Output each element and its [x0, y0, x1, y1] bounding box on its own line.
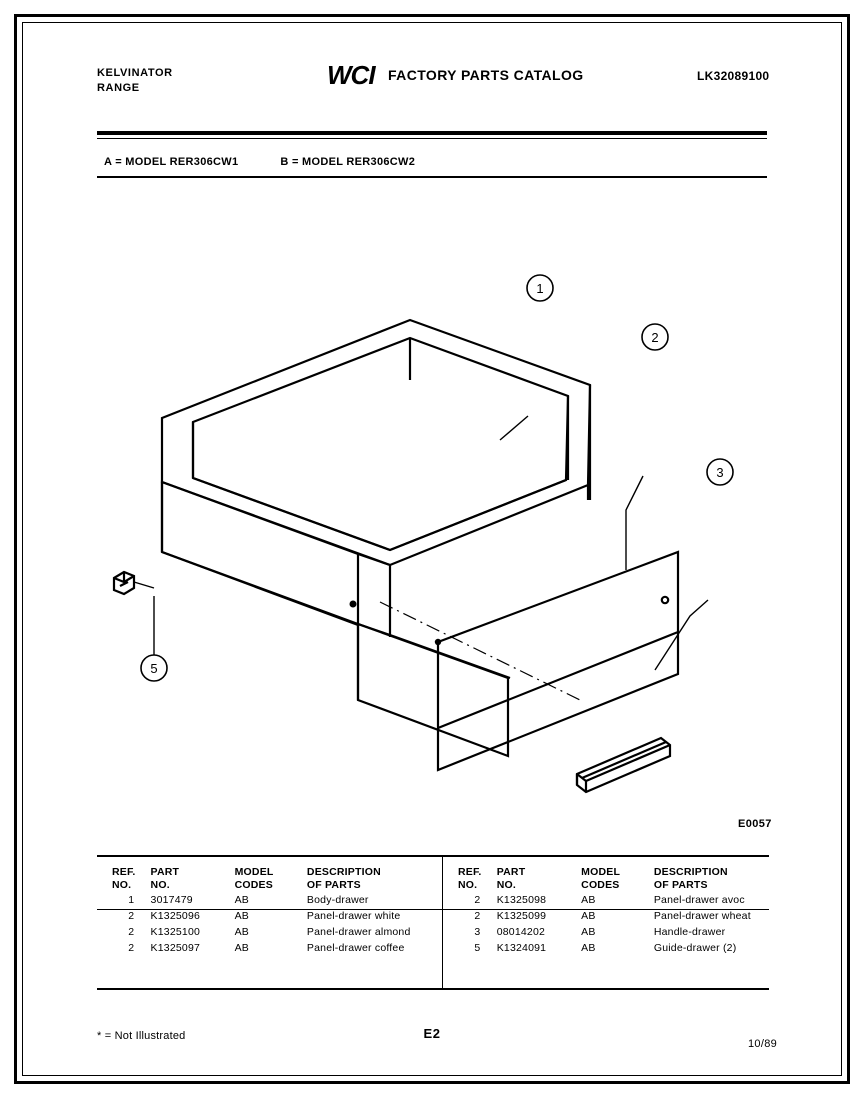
table-row: [458, 892, 778, 908]
cell-model: AB: [234, 910, 250, 922]
header-model-codes: MODEL CODES: [581, 866, 621, 891]
cell-part: 3017479: [150, 894, 193, 906]
cell-model: AB: [581, 894, 596, 906]
cell-desc: Guide-drawer (2): [653, 942, 737, 954]
table-header-row: [458, 866, 778, 892]
parts-table-right: [458, 866, 778, 956]
figure-code: E0057: [738, 818, 772, 830]
header-rule-thin: [97, 138, 767, 139]
table-row: [112, 924, 432, 940]
cell-part: K1325099: [496, 910, 547, 922]
table-rule-bottom: [97, 988, 769, 990]
model-legend: [104, 156, 415, 168]
cell-ref: 3: [474, 926, 481, 938]
cell-desc: Panel-drawer avoc: [653, 894, 745, 906]
date-code: 10/89: [748, 1038, 778, 1050]
legend-rule: [97, 176, 767, 178]
table-row: [112, 892, 432, 908]
wci-logo: WCI: [327, 60, 375, 90]
header-part-no: PART NO.: [496, 866, 526, 891]
cell-ref: 2: [474, 910, 481, 922]
cell-model: AB: [234, 894, 250, 906]
header-description: DESCRIPTION OF PARTS: [653, 866, 728, 891]
cell-part: K1324091: [496, 942, 547, 954]
cell-model: AB: [581, 942, 596, 954]
callout-1: 1: [536, 281, 544, 296]
table-column-divider: [442, 857, 443, 988]
table-row: [112, 908, 432, 924]
cell-desc: Body-drawer: [306, 894, 369, 906]
table-rule-top: [97, 855, 769, 857]
cell-model: AB: [581, 910, 596, 922]
table-row: [112, 940, 432, 956]
cell-desc: Panel-drawer wheat: [653, 910, 751, 922]
header-rule-thick: [97, 131, 767, 135]
cell-desc: Panel-drawer coffee: [306, 942, 405, 954]
cell-model: AB: [234, 926, 250, 938]
parts-table-left: [112, 866, 432, 956]
cell-desc: Panel-drawer white: [306, 910, 401, 922]
cell-ref: 2: [128, 910, 135, 922]
cell-desc: Panel-drawer almond: [306, 926, 411, 938]
cell-part: K1325097: [150, 942, 201, 954]
callout-5: 5: [150, 661, 158, 676]
cell-part: K1325096: [150, 910, 201, 922]
cell-part: K1325100: [150, 926, 201, 938]
catalog-number: LK32089100: [697, 69, 770, 83]
cell-part: K1325098: [496, 894, 547, 906]
header-model-codes: MODEL CODES: [234, 866, 274, 891]
catalog-title: FACTORY PARTS CATALOG: [388, 67, 584, 83]
callout-2: 2: [651, 330, 659, 345]
cell-ref: 5: [474, 942, 481, 954]
cell-ref: 2: [128, 942, 135, 954]
parts-illustration: [90, 200, 780, 820]
brand-block: [97, 66, 173, 96]
brand-name: KELVINATOR: [97, 67, 173, 79]
cell-ref: 2: [474, 894, 481, 906]
table-header-row: [112, 866, 432, 892]
cell-model: AB: [234, 942, 250, 954]
header-ref-no: REF. NO.: [112, 866, 136, 891]
model-legend-a: A = MODEL RER306CW1: [104, 156, 239, 168]
header-part-no: PART NO.: [150, 866, 180, 891]
cell-model: AB: [581, 926, 596, 938]
cell-desc: Handle-drawer: [653, 926, 726, 938]
table-row: [458, 924, 778, 940]
cell-part: 08014202: [496, 926, 546, 938]
brand-category: RANGE: [97, 82, 140, 94]
header-ref-no: REF. NO.: [458, 866, 482, 891]
callout-3: 3: [716, 465, 724, 480]
table-row: [458, 940, 778, 956]
footnote: * = Not Illustrated: [97, 1030, 186, 1042]
cell-ref: 2: [128, 926, 135, 938]
header-description: DESCRIPTION OF PARTS: [306, 866, 381, 891]
page-number: E2: [423, 1026, 441, 1041]
table-row: [458, 908, 778, 924]
cell-ref: 1: [128, 894, 135, 906]
model-legend-b: B = MODEL RER306CW2: [280, 156, 416, 168]
